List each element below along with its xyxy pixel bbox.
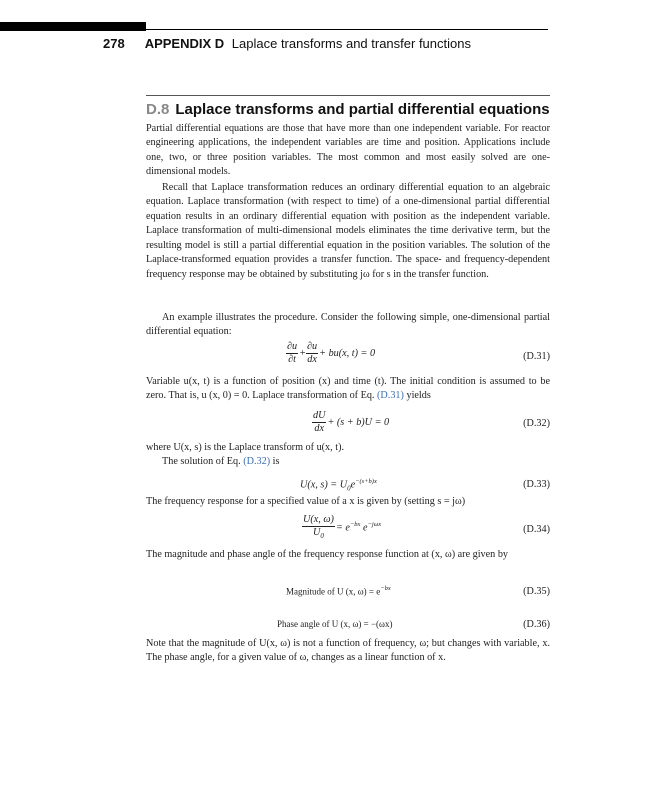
equation-number-d34: (D.34) [523,524,550,535]
running-header [103,36,471,51]
header-rule [146,29,548,30]
paragraph-6: The solution of Eq. (D.32) is [162,456,280,467]
appendix-label: APPENDIX D [144,36,225,51]
paragraph-8: The magnitude and phase angle of the frequency response function at (x, ω) are given by [146,549,509,560]
paragraph-5: where U(x, s) is the Laplace transform of u(x, t). [146,442,345,453]
equation-d33: U(x, $s) = U_0e^{-(s+b)x}$ [300,478,377,493]
equation-d31: $\frac{\partial u}{\partial t}$ + $\frac{\partial u}{dx}$ + bu(x, t) = 0 [287,341,376,365]
equation-reference-link[interactable]: (D.32) [243,456,271,467]
equation-d35: Magnitude of U (x, $\omega) = e^{-bx}$ [286,585,391,597]
equation-reference-link[interactable]: (D.31) [377,390,404,402]
paragraph-3: An example illustrates the procedure. Consider the following simple, one-dimensional partial differential equation: [146,312,550,338]
equation-number-d35: (D.35) [523,586,550,597]
appendix-title: Laplace transforms and transfer functions [231,36,471,51]
paragraph-9: Note that the magnitude of U(x, ω) is not a function of frequency, ω; but changes with variable, x. The phase angle, for a given value of ω, changes as a linear function of x. [146,638,550,664]
paragraph-1: Partial differential equations are those that have more than one independent variable. For reactor engineering applications, the independent variables are time and position. Applications include one, two, or three position variables. The most common and most easily solved are one-dimensional models. [146,123,550,178]
equation-number-d32: (D.32) [523,418,550,429]
equation-d34: $\frac{U(x, \omega)}{U_0}$ = $e^{-bx}$ $e^{-j\omega x}$ [303,514,382,541]
equation-d32: $\frac{dU}{dx}$ + (s + b)U = 0 [313,410,390,434]
equation-number-d33: (D.33) [523,479,550,490]
section-heading [146,101,550,118]
section-rule [146,95,550,96]
paragraph-7: The frequency response for a specified value of a x is given by (setting s = jω) [146,496,466,507]
equation-number-d31: (D.31) [523,351,550,362]
header-black-bar [0,22,146,31]
equation-number-d36: (D.36) [523,619,550,630]
equation-d36: Phase angle of U (x, ω) = −(ωx) [277,619,393,629]
paragraph-4: Variable u(x, t) is a function of position (x) and time (t). The initial condition is assumed to be zero. That is, u (x, 0) = 0. Laplace transformation of Eq. (D.31) yields [146,376,550,402]
paragraph-2: Recall that Laplace transformation reduces an ordinary differential equation to an algebraic equation. Laplace transformation (with respect to time) of a one-dimensional partial differential equation results in an ordinary differential equation with position as the independent variable. Laplace transformation of multi-dimensional models eliminates the time derivative term, but the resulting model is still a partial differential equation in the position variables. The solution of the Laplace-transformed equation provides a transfer function. The space- and frequency-dependent frequency response may be obtained by substituting jω for s in the transfer function. [146,182,550,280]
page-number: 278 [103,36,125,51]
section-title: Laplace transforms and partial differential equations [175,101,550,118]
section-number: D.8 [146,101,170,118]
